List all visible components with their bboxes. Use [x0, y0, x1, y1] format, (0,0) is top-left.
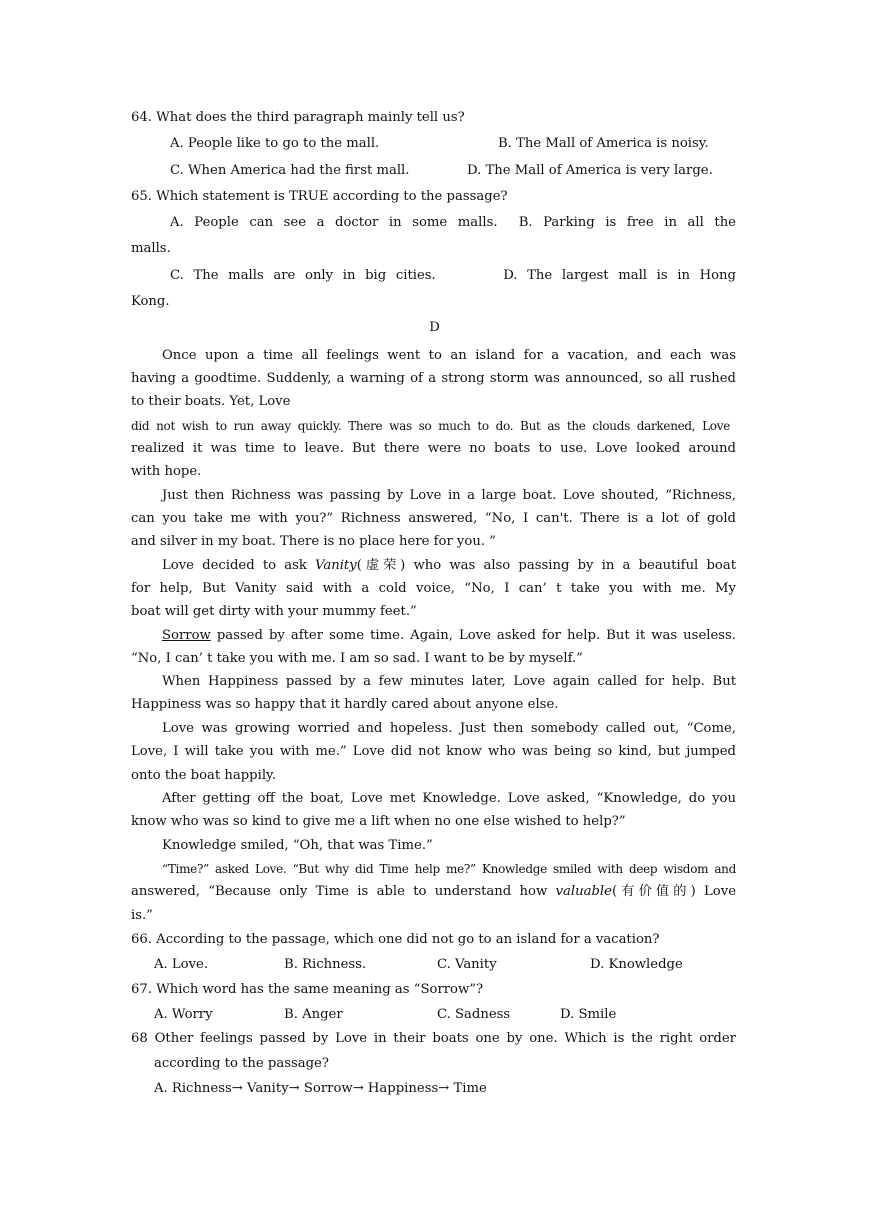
q64-option-a: A. People like to go to the mall. — [170, 136, 380, 151]
passage-text: Love decided to ask — [162, 558, 316, 573]
vanity-italic: Vanity — [315, 558, 357, 573]
q64-option-c: C. When America had the first mall. — [170, 163, 410, 178]
q67-stem: 67. Which word has the same meaning as “Sorrow”? — [131, 982, 484, 997]
passage-line: for help, But Vanity said with a cold voice, “No, I can’ t take you with me. My — [131, 581, 736, 596]
q66-option-a: A. Love. — [154, 957, 209, 972]
q65-options-cd-cont: Kong. — [131, 294, 170, 309]
passage-line: having a goodtime. Suddenly, a warning of a strong storm was announced, so all rushed — [131, 371, 736, 386]
passage-text: (有价值的) Love — [611, 884, 736, 899]
passage-text: passed by after some time. Again, Love asked for help. But it was useless. — [210, 628, 736, 643]
passage-line: Just then Richness was passing by Love in a large boat. Love shouted, “Richness, — [162, 488, 736, 503]
passage-line: Love, I will take you with me.” Love did not know who was being so kind, but jumped — [131, 744, 736, 759]
passage-line: can you take me with you?” Richness answered, “No, I can't. There is a lot of gold — [131, 511, 736, 526]
section-heading: D — [429, 320, 440, 335]
passage-line — [162, 627, 736, 645]
q64-stem: 64. What does the third paragraph mainly tell us? — [131, 110, 465, 125]
q65-options-ab: A. People can see a doctor in some malls. B. Parking is free in all the — [170, 215, 736, 230]
passage-line — [131, 883, 736, 901]
passage-line: boat will get dirty with your mummy feet.” — [131, 604, 417, 619]
passage-line: know who was so kind to give me a lift when no one else wished to help?” — [131, 814, 626, 829]
passage-line: Happiness was so happy that it hardly cared about anyone else. — [131, 697, 559, 712]
q66-option-d: D. Knowledge — [590, 957, 683, 972]
passage-line: Once upon a time all feelings went to an island for a vacation, and each was — [162, 348, 736, 363]
q64-option-b: B. The Mall of America is noisy. — [498, 136, 709, 151]
passage-line: is.” — [131, 908, 153, 923]
q66-stem: 66. According to the passage, which one did not go to an island for a vacation? — [131, 932, 660, 947]
q68-stem: 68 Other feelings passed by Love in their boats one by one. Which is the right order — [131, 1031, 736, 1046]
valuable-italic: valuable — [555, 884, 612, 899]
q64-option-d: D. The Mall of America is very large. — [467, 163, 713, 178]
passage-line: Love was growing worried and hopeless. Just then somebody called out, “Come, — [162, 721, 736, 736]
q67-option-c: C. Sadness — [437, 1007, 511, 1022]
q68-stem-cont: according to the passage? — [154, 1056, 329, 1071]
q67-option-a: A. Worry — [154, 1007, 213, 1022]
passage-line: and silver in my boat. There is no place here for you. ” — [131, 534, 496, 549]
q67-option-b: B. Anger — [284, 1007, 343, 1022]
passage-line: After getting off the boat, Love met Knowledge. Love asked, “Knowledge, do you — [162, 791, 736, 806]
passage-line: “No, I can’ t take you with me. I am so sad. I want to be by myself.” — [131, 651, 583, 666]
passage-line: Knowledge smiled, “Oh, that was Time.” — [162, 838, 433, 853]
passage-line: with hope. — [131, 464, 202, 479]
passage-line: When Happiness passed by a few minutes later, Love again called for help. But — [162, 674, 736, 689]
q66-option-c: C. Vanity — [437, 957, 497, 972]
passage-text: answered, “Because only Time is able to understand how — [131, 884, 556, 899]
q67-option-d: D. Smile — [560, 1007, 617, 1022]
passage-text: (虚荣) who was also passing by in a beautiful boat — [356, 558, 736, 573]
q65-options-ab-cont: malls. — [131, 241, 171, 256]
q65-stem: 65. Which statement is TRUE according to the passage? — [131, 189, 508, 204]
q68-option-a: A. Richness→ Vanity→ Sorrow→ Happiness→ Time — [154, 1081, 487, 1096]
passage-line: to their boats. Yet, Love — [131, 394, 291, 409]
passage-line: realized it was time to leave. But there were no boats to use. Love looked around — [131, 441, 736, 456]
sorrow-underlined: Sorrow — [162, 628, 211, 643]
passage-line: “Time?” asked Love. “But why did Time help me?” Knowledge smiled with deep wisdom and — [162, 862, 736, 876]
passage-line — [162, 557, 736, 575]
passage-line: did not wish to run away quickly. There was so much to do. But as the clouds darkened, Love — [131, 419, 730, 433]
q66-option-b: B. Richness. — [284, 957, 367, 972]
q65-options-cd: C. The malls are only in big cities. D. The largest mall is in Hong — [170, 268, 736, 283]
passage-line: onto the boat happily. — [131, 768, 276, 783]
